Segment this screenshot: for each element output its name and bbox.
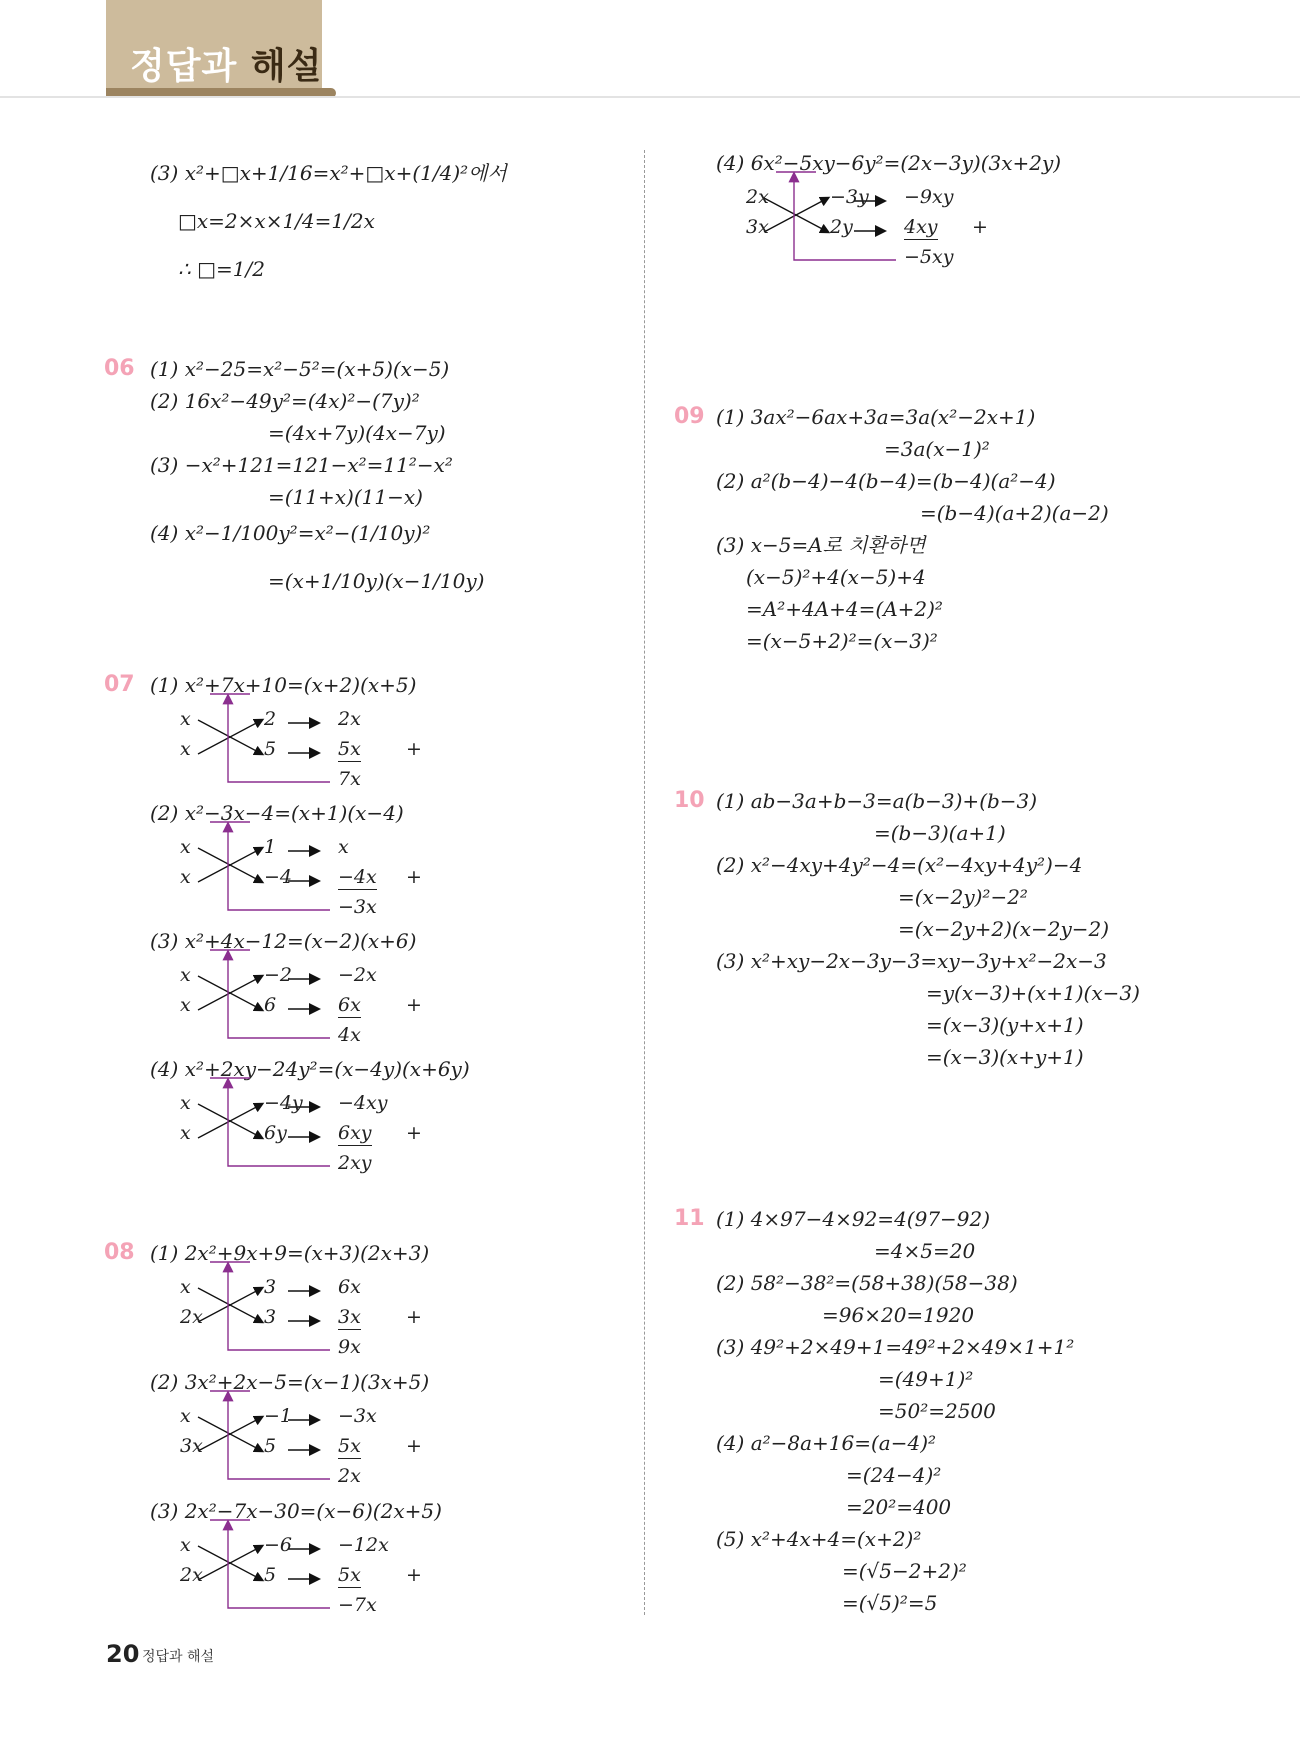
product-2: 6xy	[338, 1122, 372, 1144]
q09-line: =A²+4A+4=(A+2)²	[746, 597, 943, 621]
left-factor-1: x	[180, 1276, 191, 1298]
sum-term: 4x	[338, 1024, 361, 1046]
product-1: 2x	[338, 708, 361, 730]
q06-line: (2) 16x²−49y²=(4x)²−(7y)²	[150, 389, 420, 413]
q09-line: (3) x−5=A로 치환하면	[716, 533, 926, 557]
plus-sign: +	[972, 216, 988, 238]
left-factor-2: 3x	[746, 216, 769, 238]
q09-line: =(x−5+2)²=(x−3)²	[746, 629, 938, 653]
q07-equation: (1) x²+7x+10=(x+2)(x+5)	[150, 673, 417, 697]
right-factor-2: 6y	[264, 1122, 287, 1144]
q10-line: (2) x²−4xy+4y²−4=(x²−4xy+4y²)−4	[716, 853, 1083, 877]
right-factor-2: 3	[264, 1306, 277, 1328]
plus-sign: +	[406, 1435, 422, 1457]
q05-line: (3) x²+□x+1/16=x²+□x+(1/4)²에서	[150, 161, 507, 185]
left-factor-1: x	[180, 708, 191, 730]
left-factor-2: 3x	[180, 1435, 203, 1457]
right-factor-1: 2	[264, 708, 277, 730]
question-number-09: 09	[674, 404, 705, 429]
q09-line: (2) a²(b−4)−4(b−4)=(b−4)(a²−4)	[716, 469, 1056, 493]
sum-term: 2x	[338, 1465, 361, 1487]
q11-line: (2) 58²−38²=(58+38)(58−38)	[716, 1271, 1018, 1295]
product-1: −2x	[338, 964, 377, 986]
sum-term: −7x	[338, 1594, 377, 1616]
q11-line: =50²=2500	[878, 1399, 996, 1423]
right-factor-2: 5	[264, 1435, 277, 1457]
left-factor-2: 2x	[180, 1306, 203, 1328]
product-2: 5x	[338, 1564, 361, 1586]
left-factor-1: x	[180, 1534, 191, 1556]
q06-line: (4) x²−1/100y²=x²−(1/10y)²	[150, 521, 431, 545]
q10-line: (1) ab−3a+b−3=a(b−3)+(b−3)	[716, 789, 1038, 813]
sum-term: 2xy	[338, 1152, 372, 1174]
q11-line: =4×5=20	[874, 1239, 976, 1263]
left-factor-1: x	[180, 1092, 191, 1114]
sum-term: −3x	[338, 896, 377, 918]
plus-sign: +	[406, 994, 422, 1016]
plus-sign: +	[406, 866, 422, 888]
product-1: −9xy	[904, 186, 954, 208]
left-factor-1: 2x	[746, 186, 769, 208]
plus-sign: +	[406, 1122, 422, 1144]
plus-sign: +	[406, 738, 422, 760]
q10-line: =(x−2y)²−2²	[898, 885, 1028, 909]
q10-line: (3) x²+xy−2x−3y−3=xy−3y+x²−2x−3	[716, 949, 1107, 973]
product-2: 4xy	[904, 216, 938, 238]
left-factor-2: x	[180, 738, 191, 760]
question-number-06: 06	[104, 356, 135, 381]
right-factor-1: 1	[264, 836, 277, 858]
left-factor-2: 2x	[180, 1564, 203, 1586]
left-factor-2: x	[180, 866, 191, 888]
q11-line: (3) 49²+2×49+1=49²+2×49×1+1²	[716, 1335, 1075, 1359]
q11-line: =96×20=1920	[822, 1303, 975, 1327]
q06-line: (1) x²−25=x²−5²=(x+5)(x−5)	[150, 357, 450, 381]
cross-diagram-lines	[746, 190, 1006, 286]
q09-line: (x−5)²+4(x−5)+4	[746, 565, 926, 589]
cross-diagram-lines	[180, 840, 440, 936]
question-number-07: 07	[104, 672, 135, 697]
column-divider	[644, 150, 645, 1615]
cross-diagram-lines	[180, 968, 440, 1064]
right-factor-1: −4y	[264, 1092, 303, 1114]
right-factor-1: −6	[264, 1534, 293, 1556]
q11-line: (1) 4×97−4×92=4(97−92)	[716, 1207, 991, 1231]
q06-line: =(x+1/10y)(x−1/10y)	[268, 569, 485, 593]
cross-diagram-lines	[180, 712, 440, 808]
q11-line: =(49+1)²	[878, 1367, 974, 1391]
left-factor-1: x	[180, 964, 191, 986]
q07-equation: (2) x²−3x−4=(x+1)(x−4)	[150, 801, 404, 825]
footer-label: 정답과 해설	[142, 1649, 215, 1665]
left-factor-1: x	[180, 1405, 191, 1427]
q08-equation: (2) 3x²+2x−5=(x−1)(3x+5)	[150, 1370, 430, 1394]
q11-line: =20²=400	[846, 1495, 952, 1519]
product-2: 5x	[338, 1435, 361, 1457]
right-factor-1: 3	[264, 1276, 277, 1298]
product-1: −4xy	[338, 1092, 388, 1114]
title-part2: 해설	[250, 46, 323, 87]
left-factor-2: x	[180, 1122, 191, 1144]
q05-line: ∴ □=1/2	[178, 257, 265, 281]
question-number-08: 08	[104, 1240, 135, 1265]
plus-sign: +	[406, 1564, 422, 1586]
q10-line: =(x−2y+2)(x−2y−2)	[898, 917, 1110, 941]
q06-line: =(11+x)(11−x)	[268, 485, 423, 509]
product-2: −4x	[338, 866, 377, 888]
product-2: 5x	[338, 738, 361, 760]
cross-diagram-lines	[180, 1096, 440, 1192]
q09-line: =3a(x−1)²	[884, 437, 990, 461]
q10-line: =(x−3)(x+y+1)	[926, 1045, 1084, 1069]
q08-equation: (1) 2x²+9x+9=(x+3)(2x+3)	[150, 1241, 430, 1265]
plus-sign: +	[406, 1306, 422, 1328]
q09-line: =(b−4)(a+2)(a−2)	[920, 501, 1109, 525]
question-number-10: 10	[674, 788, 705, 813]
page-number: 20	[106, 1640, 140, 1668]
q11-line: (4) a²−8a+16=(a−4)²	[716, 1431, 937, 1455]
q08-4-equation: (4) 6x²−5xy−6y²=(2x−3y)(3x+2y)	[716, 151, 1062, 175]
q10-line: =(b−3)(a+1)	[874, 821, 1006, 845]
sum-term: 7x	[338, 768, 361, 790]
q11-line: =(√5−2+2)²	[842, 1559, 967, 1583]
cross-diagram-lines	[180, 1409, 440, 1505]
product-1: −12x	[338, 1534, 389, 1556]
cross-diagram-lines	[180, 1280, 440, 1376]
q07-equation: (4) x²+2xy−24y²=(x−4y)(x+6y)	[150, 1057, 470, 1081]
right-factor-2: 5	[264, 738, 277, 760]
q06-line: =(4x+7y)(4x−7y)	[268, 421, 446, 445]
q10-line: =(x−3)(y+x+1)	[926, 1013, 1084, 1037]
cross-diagram-lines	[180, 1538, 440, 1634]
right-factor-1: −3y	[830, 186, 869, 208]
product-2: 3x	[338, 1306, 361, 1328]
q08-equation: (3) 2x²−7x−30=(x−6)(2x+5)	[150, 1499, 442, 1523]
product-1: −3x	[338, 1405, 377, 1427]
q11-line: =(√5)²=5	[842, 1591, 938, 1615]
q11-line: =(24−4)²	[846, 1463, 942, 1487]
sum-term: 9x	[338, 1336, 361, 1358]
title-part1: 정답과	[130, 46, 238, 87]
left-factor-2: x	[180, 994, 191, 1016]
product-1: x	[338, 836, 349, 858]
right-factor-1: −1	[264, 1405, 293, 1427]
q10-line: =y(x−3)+(x+1)(x−3)	[926, 981, 1140, 1005]
product-1: 6x	[338, 1276, 361, 1298]
q06-line: (3) −x²+121=121−x²=11²−x²	[150, 453, 453, 477]
product-2: 6x	[338, 994, 361, 1016]
q09-line: (1) 3ax²−6ax+3a=3a(x²−2x+1)	[716, 405, 1036, 429]
page-title	[130, 38, 322, 89]
header-rule	[0, 96, 1300, 98]
left-factor-1: x	[180, 836, 191, 858]
right-factor-2: 5	[264, 1564, 277, 1586]
q07-equation: (3) x²+4x−12=(x−2)(x+6)	[150, 929, 417, 953]
sum-term: −5xy	[904, 246, 954, 268]
q05-line: □x=2×x×1/4=1/2x	[178, 209, 375, 233]
right-factor-2: 2y	[830, 216, 853, 238]
question-number-11: 11	[674, 1206, 705, 1231]
right-factor-2: −4	[264, 866, 293, 888]
right-factor-1: −2	[264, 964, 293, 986]
right-factor-2: 6	[264, 994, 277, 1016]
q11-line: (5) x²+4x+4=(x+2)²	[716, 1527, 922, 1551]
